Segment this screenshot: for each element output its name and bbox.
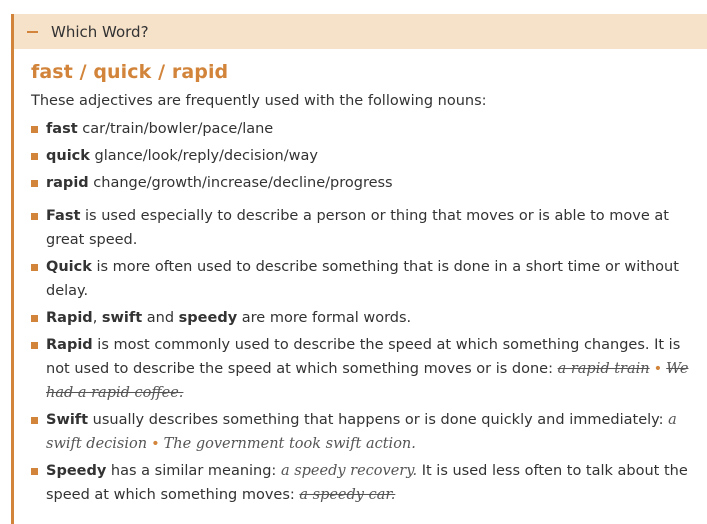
list-item: Rapid, swift and speedy are more formal words. xyxy=(31,306,692,330)
list-item: quick glance/look/reply/decision/way xyxy=(31,144,692,168)
incorrect-example: a speedy car. xyxy=(299,487,396,503)
example: a swift decision xyxy=(46,412,677,452)
example: The government took swift action. xyxy=(163,436,416,452)
example: a speedy recovery. xyxy=(280,463,418,479)
which-word-panel xyxy=(11,14,707,524)
incorrect-example: a rapid train xyxy=(557,361,650,377)
list-item: fast car/train/bowler/pace/lane xyxy=(31,117,692,141)
list-item: Fast is used especially to describe a person or thing that moves or is able to move at great speed. xyxy=(31,204,692,252)
example-separator: • xyxy=(151,436,160,452)
list-item: Speedy has a similar meaning: a speedy recovery. It is used less often to talk about the speed at which something moves: a speedy car. xyxy=(31,459,692,507)
collapse-minus-icon[interactable] xyxy=(27,31,38,33)
panel-content xyxy=(14,49,707,507)
list-item: Quick is more often used to describe something that is done in a short time or without delay. xyxy=(31,255,692,303)
word-heading: fast / quick / rapid xyxy=(31,61,229,83)
list-item: Rapid is most commonly used to describe the speed at which something changes. It is not used to describe the speed at which something moves or is done: a rapid train • We had a rapid coffee. xyxy=(31,333,692,405)
example-separator: • xyxy=(653,361,663,377)
collocation-list xyxy=(31,117,692,195)
list-item: Swift usually describes something that happens or is done quickly and immediately: a swift decision • The government took swift action. xyxy=(31,408,692,456)
incorrect-example: We had a rapid coffee. xyxy=(46,361,689,401)
list-item: rapid change/growth/increase/decline/progress xyxy=(31,171,692,195)
panel-title: Which Word? xyxy=(51,22,149,41)
intro-text: These adjectives are frequently used with the following nouns: xyxy=(31,93,487,109)
usage-notes-list xyxy=(31,204,692,507)
panel-header[interactable] xyxy=(14,14,707,49)
